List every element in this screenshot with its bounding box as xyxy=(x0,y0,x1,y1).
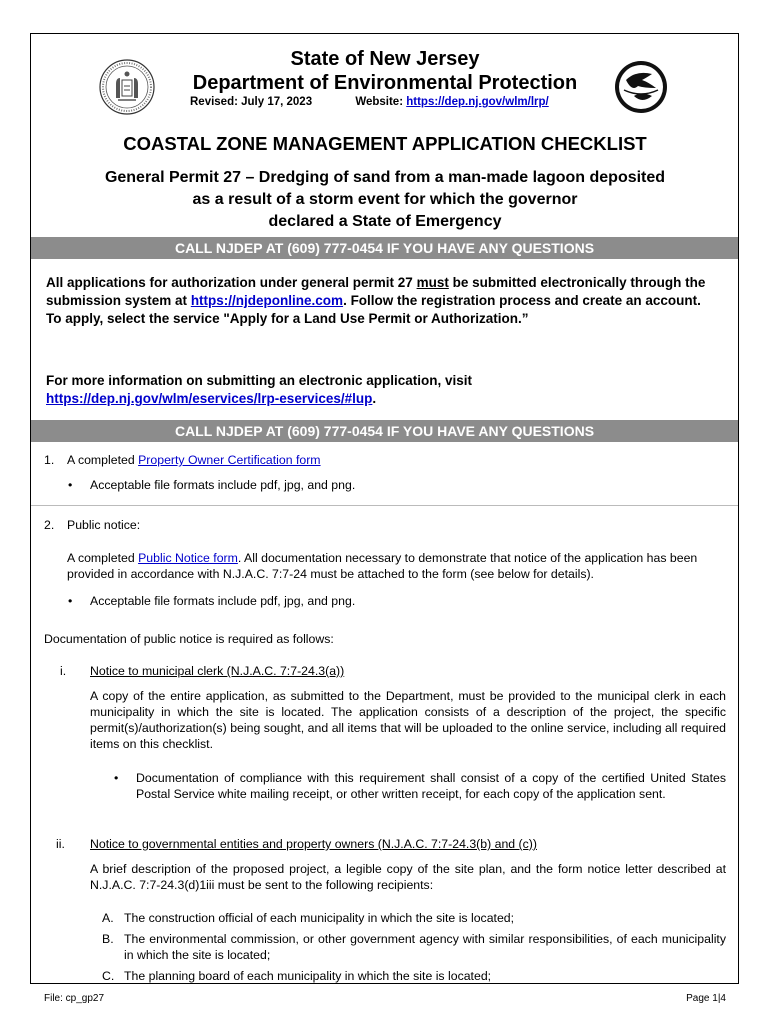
item-2-para-text-1: A completed xyxy=(67,551,139,565)
subtitle-line-3: declared a State of Emergency xyxy=(268,213,502,230)
property-owner-certification-link[interactable]: Property Owner Certification form xyxy=(138,453,321,467)
item-2-para-text-2: . All documentation necessary to demonstrate that notice of the application has been provided in accordance with N.J.A.C. 7:7-24 must be attached to the form (see below for details). xyxy=(67,551,698,581)
doc-required-text: Documentation of public notice is required as follows: xyxy=(44,632,334,646)
subitem-i-bullet: • Documentation of compliance with this requirement shall consist of a copy of the certified United States Postal Service white mailing receipt, or other written receipt, for each copy of the application sent. xyxy=(136,770,726,802)
more-info-paragraph xyxy=(46,372,711,408)
item-1-text: A completed xyxy=(67,453,139,467)
intro-text-1: All applications for authorization under general permit 27 xyxy=(46,275,417,290)
subitem-i-text: A copy of the entire application, as submitted to the Department, must be provided to the municipal clerk in each municipality in which the site is located. The application consists of a description of the project, the specific permit(s)/authorization(s) being sought, and all items that will be uploaded to the online service, including all required items on this checklist. xyxy=(90,689,726,751)
more-info-period: . xyxy=(372,391,377,406)
recipient-b-text: The environmental commission, or other government agency with similar responsibilities, of each municipality in which the site is located; xyxy=(124,932,726,962)
subitem-ii-title: Notice to governmental entities and property owners (N.J.A.C. 7:7-24.3(b) and (c)) xyxy=(90,837,537,851)
recipient-c-text: The planning board of each municipality in which the site is located; xyxy=(124,969,492,983)
more-info-text: For more information on submitting an electronic application, visit xyxy=(46,373,473,388)
subtitle-line-1: General Permit 27 – Dredging of sand from a man-made lagoon deposited xyxy=(104,169,666,186)
questions-banner: CALL NJDEP AT (609) 777-0454 IF YOU HAVE ANY QUESTIONS xyxy=(31,237,738,259)
revised-date: Revised: July 17, 2023 xyxy=(190,96,313,108)
eservices-link[interactable]: https://dep.nj.gov/wlm/eservices/lrp-eservices/#lup xyxy=(46,391,373,406)
page-subtitle xyxy=(60,167,710,233)
subitem-i-title: Notice to municipal clerk (N.J.A.C. 7:7-24.3(a)) xyxy=(90,664,345,678)
item-1-number: 1. xyxy=(44,453,55,467)
header-meta xyxy=(190,96,549,108)
recipient-a-text: The construction official of each municipality in which the site is located; xyxy=(124,911,515,925)
item-1-bullet: • Acceptable file formats include pdf, jpg, and png. xyxy=(90,477,355,493)
item-2-text: Public notice: xyxy=(67,518,141,532)
public-notice-form-link[interactable]: Public Notice form xyxy=(138,551,238,565)
subtitle-line-2: as a result of a storm event for which the governor xyxy=(192,191,578,208)
section-divider xyxy=(31,505,738,506)
subitem-ii-text: A brief description of the proposed project, a legible copy of the site plan, and the form notice letter described at N.J.A.C. 7:7-24.3(d)1iii must be sent to the following recipients: xyxy=(90,862,726,892)
intro-paragraph xyxy=(46,274,711,328)
item-1 xyxy=(67,452,321,468)
website-link[interactable]: https://dep.nj.gov/wlm/lrp/ xyxy=(406,96,549,108)
njdeponline-link[interactable]: https://njdeponline.com xyxy=(190,293,344,308)
header-department: Department of Environmental Protection xyxy=(192,72,578,94)
subitem-i-number: i. xyxy=(60,664,67,678)
item-2-paragraph xyxy=(67,550,727,582)
header-state: State of New Jersey xyxy=(290,48,480,70)
recipient-c-label: C. xyxy=(102,969,115,983)
item-2-number: 2. xyxy=(44,518,55,532)
intro-text-2: be submitted electronically through the submission system at xyxy=(46,275,706,308)
subitem-ii-number: ii. xyxy=(56,837,65,851)
recipient-b-label: B. xyxy=(102,932,114,946)
website-label: Website: xyxy=(355,96,407,108)
intro-text-3: . Follow the registration process and create an account. To apply, select the service "Apply for a Land Use Permit or Authorization.” xyxy=(46,293,701,326)
footer-page: Page 1|4 xyxy=(686,993,726,1004)
intro-must: must xyxy=(416,275,449,290)
questions-banner-2: CALL NJDEP AT (609) 777-0454 IF YOU HAVE ANY QUESTIONS xyxy=(31,420,738,442)
recipient-a-label: A. xyxy=(102,911,114,925)
page-title: COASTAL ZONE MANAGEMENT APPLICATION CHECKLIST xyxy=(123,133,647,154)
footer-file: File: cp_gp27 xyxy=(44,993,105,1004)
item-2-bullet: • Acceptable file formats include pdf, jpg, and png. xyxy=(90,593,355,609)
